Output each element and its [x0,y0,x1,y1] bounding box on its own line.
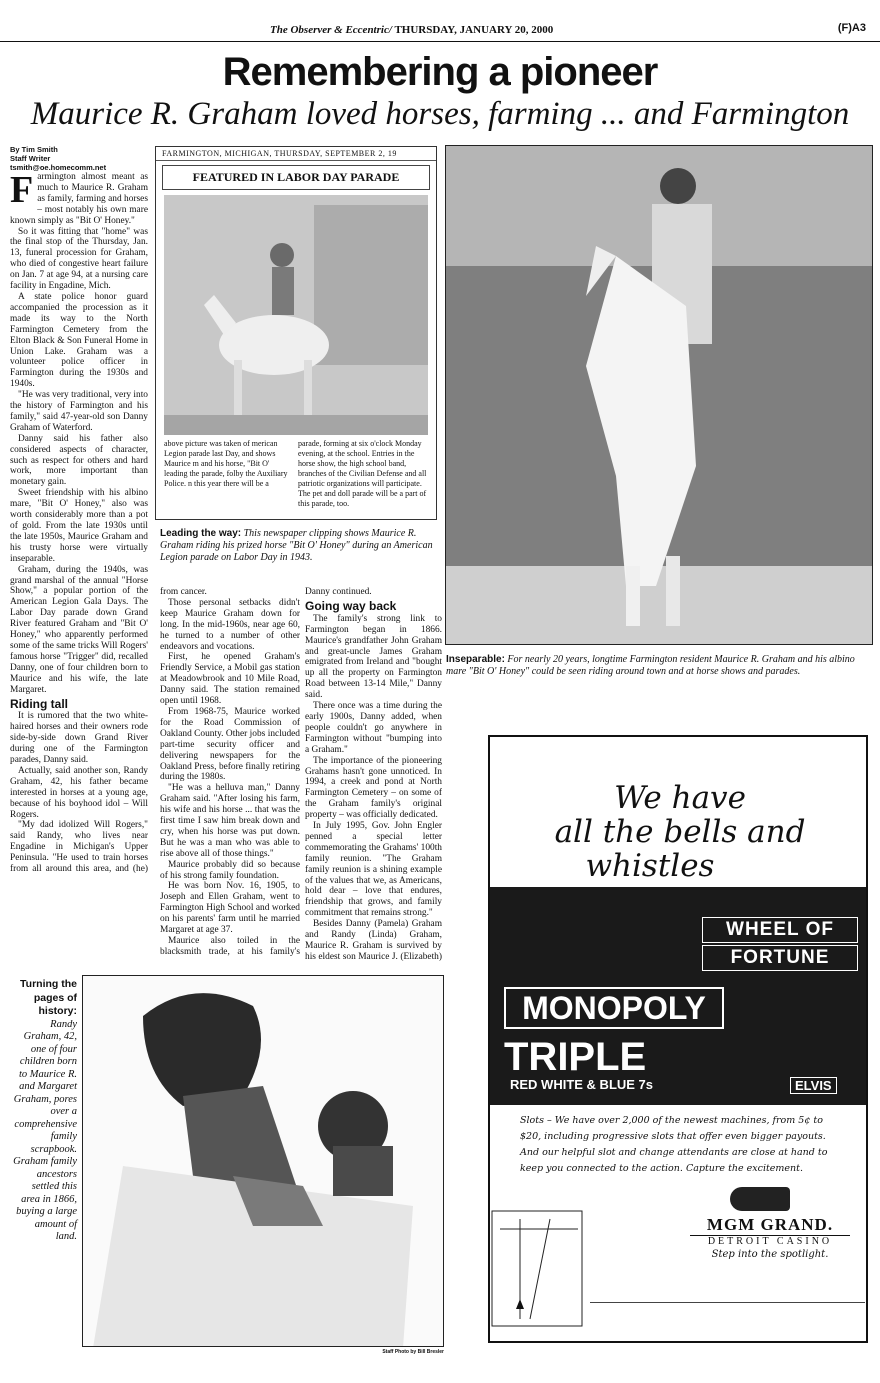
page-number: (F)A3 [837,22,866,34]
paper-name: The Observer & Eccentric/ [270,24,392,36]
photo-credit: Staff Photo by Bill Bresler [382,1349,444,1355]
newspaper-clipping [155,146,437,520]
headline: Remembering a pioneer [222,50,658,94]
ad-headline-line: whistles [585,848,715,884]
article-column-2 [160,587,300,957]
clipping-text-right: parade, forming at six o'clock Monday evening, at the school. Entries in the horse show, the high school band, branches of the Civilian Defense and all patriotic organizations will participate. The pet and doll parade will be a part of this parade, too. [298,439,427,508]
clipping-photo [164,195,428,435]
subheadline: Maurice R. Graham loved horses, farming ... and Farmington [30,96,850,132]
ad-tagline: Step into the spotlight. [711,1249,829,1260]
man-with-scrapbook-photo [83,976,444,1347]
header-dateline [270,24,553,36]
byline-title: Staff Writer [10,154,51,163]
clipping-masthead: FARMINGTON, MICHIGAN, THURSDAY, SEPTEMBER 2, 19 [156,147,436,161]
paragraph: Maurice also toiled in the blacksmith trade, at his family's [160,936,300,957]
paragraph: "He was a helluva man," Danny Graham said. "After losing his farm, his wife and his horse ... that was the first time I saw him break down and cry, when his horse was put down. But he was a man who was able to rise above all of those things." [160,783,300,859]
caption-inseparable [446,654,874,678]
rider-on-horse-photo [446,146,873,645]
article-column-1 [10,145,148,875]
paragraph: "He was very traditional, very into the history of Farmington and his family," said 47-year-old son Danny Graham of Waterford. [10,390,148,433]
paragraph: armington almost meant as much to Maurice R. Graham as family, farming and horses – most notably his own mare known simply as "Bit O' Honey." [10,172,148,226]
red-white-blue-logo: RED WHITE & BLUE 7s [510,1077,654,1092]
photo-inseparable [445,145,873,645]
caption-text: This newspaper clipping shows Maurice R. Graham riding his prized horse "Bit O' Honey" during an American Legion parade on Labor Day in 1943. [160,528,433,563]
header-date: THURSDAY, JANUARY 20, 2000 [394,24,554,36]
paragraph: The family's strong link to Farmington began in 1866. Maurice's grandfather John Graham and great-uncle James Graham emigrated from Ireland and "bought up all the property on Farmington Road between 13-14 Mile," Danny said. [305,613,442,701]
photo-randy-scrapbook [82,975,444,1347]
paragraph: A state police honor guard accompanied the procession as it made its way to the North Farmington Cemetery from the Elton Black & Son Funeral Home in Union Lake. Graham was a volunteer police officer in Farmington during the 1930s and 1940s. [10,291,148,390]
wof-line: FORTUNE [702,945,858,971]
ad-headline-line: We have [614,780,746,816]
section-subhead: Going way back [305,598,397,613]
elvis-logo: ELVIS [790,1077,837,1094]
mgm-grand-brand: MGM GRAND. [706,1215,834,1234]
paragraph: Those personal setbacks didn't keep Maurice Graham down for long. In the mid-1960s, near age 60, he turned to a number of other endeavors and vocations. [160,597,300,652]
clipping-title: FEATURED IN LABOR DAY PARADE [162,165,430,190]
paragraph: The importance of the pioneering Grahams hasn't gone unnoticed. In 1994, a creek and pond at North Farmington Cemetery – on some of the Graham family's original property – was officially dedicated. [305,755,442,821]
caption-lead: Leading the way: [160,528,242,539]
byline-email: tsmith@oe.homecomm.net [10,163,107,172]
paragraph: Besides Danny (Pamela) Graham and Randy (Linda) Graham, Maurice R. Graham is survived by his eldest son Maurice J. (Elizabeth) [305,919,442,962]
page-header [0,22,880,42]
caption-lead: Turning the pages of history: [20,978,77,1017]
ad-headline-line: all the bells and [554,814,806,850]
ad-body: Slots – We have over 2,000 of the newest machines, from 5¢ to $20, including progressive slots that offer even bigger payouts. And our helpful slot and change attendants are close at hand to keep you connected to the action. Capture the excitement. [520,1115,828,1174]
ad-slot-graphic [490,887,868,1105]
paragraph: It is rumored that the two white-haired horses and their owners rode side-by-side down Grand River during one of the Farmington parades, Danny said. [10,711,148,766]
mgm-grand-advertisement[interactable] [488,735,868,1343]
detroit-casino: DETROIT CASINO [690,1235,850,1247]
wof-line: WHEEL OF [702,917,858,943]
clipping-text-left: above picture was taken of merican Legion parade last Day, and shows Maurice m and his horse, "Bit O' leading the parade, folby the Auxiliary Police. n this year there will be a [164,439,288,488]
lion-icon [730,1187,790,1211]
triple-logo: TRIPLE [504,1035,647,1079]
byline [10,145,148,172]
paragraph: Maurice probably did so because of his strong family foundation. [160,859,300,881]
ad-headline [490,781,868,883]
paragraph: Danny said his father also considered aspects of character, such as respect for others and hard work, more important than monetary gain. [10,433,148,488]
location-map [490,1209,585,1329]
paragraph: Sweet friendship with his albino mare, "Bit O' Honey," also was worth considerably more than a pot of gold. From the late 1930s until the late 1950s, Maurice Graham and his trusty horse were virtually inseparable. [10,488,148,564]
byline-author: By Tim Smith [10,145,58,154]
wheel-of-fortune-logo [700,915,860,973]
paragraph: He was born Nov. 16, 1905, to Joseph and Ellen Graham, went to Farmington High School and worked on his parents' farm until he married Margaret at age 37. [160,881,300,936]
ad-fine-print [590,1302,865,1312]
drop-cap: F [10,169,34,211]
paragraph: So it was fitting that "home" was the final stop of the Thursday, Jan. 13, funeral procession for Graham, who died of congestive heart failure on Jan. 7 at age 94, at a nursing care facility in Engadine, Mich. [10,226,148,292]
paragraph: from cancer. [160,587,207,597]
paragraph: "My dad idolized Will Rogers," said Randy, who lives near Engadine in Michigan's Upper Peninsula. "He used to train horses from all around this area, and (he) [10,820,148,875]
paragraph: In July 1995, Gov. John Engler penned a special letter commemorating the Grahams' 100th family reunion. "The Graham family reunion is a shining example of the values that we, as Americans, hold dear – love that endures, friendship that grows, and family commitment that remains strong." [305,821,442,919]
paragraph: There once was a time during the early 1900s, Danny added, when people couldn't go anywhere in Farmington without "bumping into a Graham." [305,701,442,755]
caption-leading-the-way [160,528,445,564]
paragraph: Danny continued. [305,587,372,597]
horse-rider-photo [164,195,428,435]
paragraph: From 1968-75, Maurice worked for the Road Commission of Oakland County. Other jobs included part-time security officer and delivering newspapers for the Oakland Press, before finally retiring during the 1980s. [160,706,300,783]
monopoly-logo: MONOPOLY [504,987,724,1029]
paragraph: First, he opened Graham's Friendly Service, a Mobil gas station at Meadowbrook and 10 Mile Road, Danny said. The station remained open until 1968. [160,652,300,707]
article-column-3 [305,587,442,962]
caption-text: For nearly 20 years, longtime Farmington resident Maurice R. Graham and his albino mare "Bit O' Honey" could be seen riding around town and at horse shows and parades. [446,654,855,677]
paragraph: Actually, said another son, Randy Graham, 42, his father became interested in horses at a young age, because of his boyhood idol – Will Rogers. [10,765,148,820]
caption-text: Randy Graham, 42, one of four children born to Maurice R. and Margaret Graham, pores over a comprehensive family scrapbook. Graham family ancestors settled this area in 1866, buying a large amount of land. [13,1018,77,1242]
section-subhead: Riding tall [10,696,68,711]
caption-turning-pages [12,978,77,1244]
paragraph: Graham, during the 1940s, was grand marshal of the annual "Horse Show," a popular portion of the American Legion Gala Days. The Labor Day parade down Grand River featured Graham and "Bit O' Honey," who apparently performed some of the same tricks Will Rogers' famous horse "Trigger" did, recalled Danny, one of four children born to Maurice and his wife, the late Margaret. [10,564,148,695]
caption-lead: Inseparable: [446,654,505,665]
